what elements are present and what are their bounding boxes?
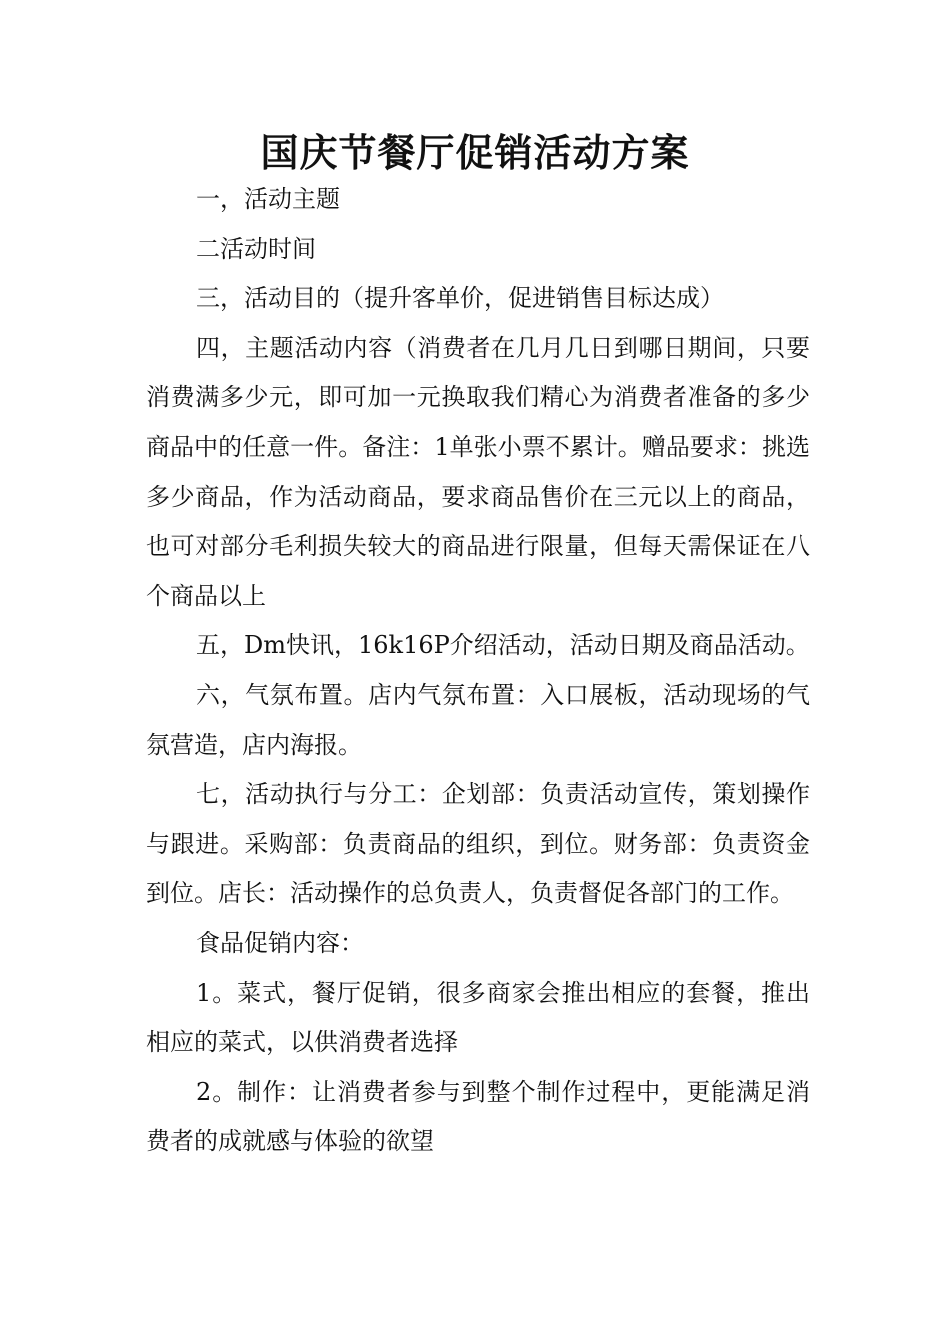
paragraph-dm: 五，Dm快讯，16k16P介绍活动，活动日期及商品活动。 <box>196 631 810 660</box>
paragraph-theme: 一，活动主题 <box>196 185 340 213</box>
document-body <box>146 175 810 1167</box>
paragraph-atmosphere: 六，气氛布置。店内气氛布置：入口展板，活动现场的气氛营造，店内海报。 <box>146 680 810 759</box>
paragraph-production: 2。制作：让消费者参与到整个制作过程中，更能满足消费者的成就感与体验的欲望 <box>146 1077 810 1156</box>
paragraph-time: 二活动时间 <box>196 234 316 263</box>
paragraph-content: 四，主题活动内容（消费者在几月几日到哪日期间，只要消费满多少元，即可加一元换取我们精心为消费者准备的多少商品中的任意一件。备注：1单张小票不累计。赠品要求：挑选多少商品，作为活动商品，要求商品售价在三元以上的商品，也可对部分毛利损失较大的商品进行限量，但每天需保证在八个商品以上 <box>146 333 810 610</box>
document-title: 国庆节餐厅促销活动方案 <box>260 130 690 175</box>
paragraph-execution: 七，活动执行与分工：企划部：负责活动宣传，策划操作与跟进。采购部：负责商品的组织，到位。财务部：负责资金到位。店长：活动操作的总负责人，负责督促各部门的工作。 <box>146 780 810 908</box>
paragraph-food-promo-heading: 食品促销内容： <box>196 928 364 957</box>
paragraph-purpose: 三，活动目的（提升客单价，促进销售目标达成） <box>196 284 724 313</box>
paragraph-dishes: 1。菜式，餐厅促销，很多商家会推出相应的套餐，推出相应的菜式，以供消费者选择 <box>146 978 810 1057</box>
